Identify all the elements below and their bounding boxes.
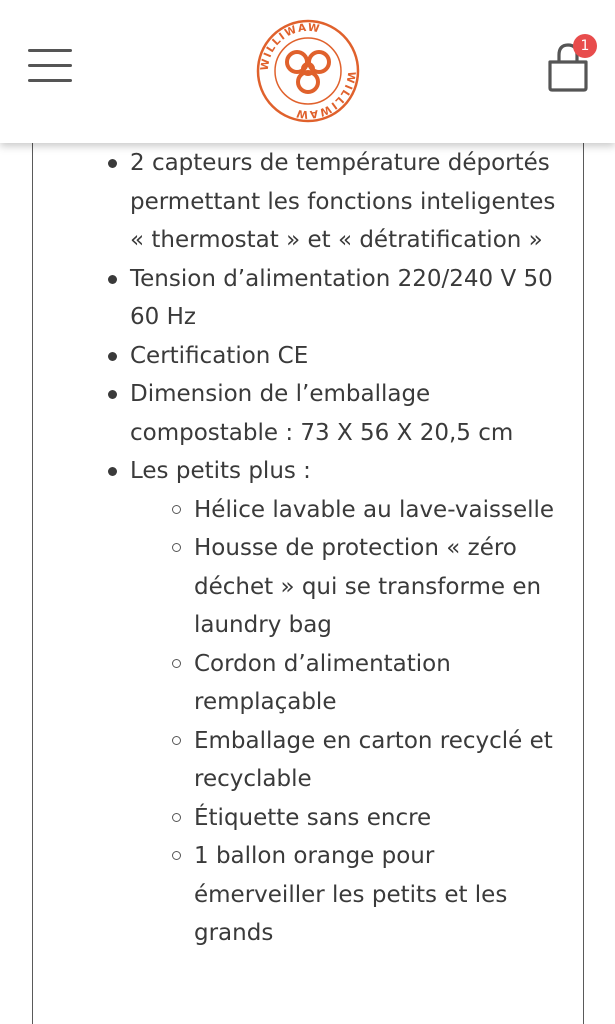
list-item-text: Certification CE xyxy=(130,342,309,369)
sublist-item-text: Emballage en carton recyclé et recyclable xyxy=(194,727,553,792)
sublist-item xyxy=(130,529,570,645)
list-item xyxy=(0,452,570,953)
sublist-item-text: Étiquette sans encre xyxy=(194,804,432,831)
sublist-item xyxy=(130,722,570,799)
sublist-item-text: Cordon d’alimentation remplaçable xyxy=(194,650,451,715)
sublist-item xyxy=(130,799,570,838)
list-item-text: Les petits plus : xyxy=(130,458,311,484)
extras-sublist xyxy=(130,491,570,953)
list-item xyxy=(0,260,570,337)
sublist-item xyxy=(130,837,570,953)
logo-ring-text: WILLIWAW xyxy=(294,70,358,121)
logo-ring-text: WILLIWAW xyxy=(258,21,322,72)
sublist-item xyxy=(130,645,570,722)
sublist-item-text: 1 ballon orange pour émerveiller les petits et les grands xyxy=(194,843,508,946)
svg-text:WILLIWAW xyxy=(294,71,357,121)
list-item-text: Dimension de l’emballage compostable : 73 X 56 X 20,5 cm xyxy=(130,381,514,446)
menu-bar xyxy=(28,79,72,82)
feature-list xyxy=(0,144,570,953)
list-item xyxy=(0,337,570,376)
list-item xyxy=(0,375,570,452)
cart-count-badge: 1 xyxy=(573,34,597,58)
site-header xyxy=(0,0,615,143)
williwaw-logo[interactable] xyxy=(255,18,361,124)
menu-button[interactable] xyxy=(26,45,76,87)
list-item-text: 2 capteurs de température déportés permettant les fonctions inteligentes « thermostat » et « détratification » xyxy=(130,150,556,253)
menu-bar xyxy=(28,49,72,52)
list-item xyxy=(0,144,570,260)
list-item-text: Tension d’alimentation 220/240 V 50 60 Hz xyxy=(130,265,553,330)
sublist-item-text: Housse de protection « zéro déchet » qui se transforme en laundry bag xyxy=(194,535,542,638)
sublist-item xyxy=(130,491,570,530)
sublist-item-text: Hélice lavable au lave-vaisselle xyxy=(194,496,555,523)
menu-bar xyxy=(28,64,72,67)
